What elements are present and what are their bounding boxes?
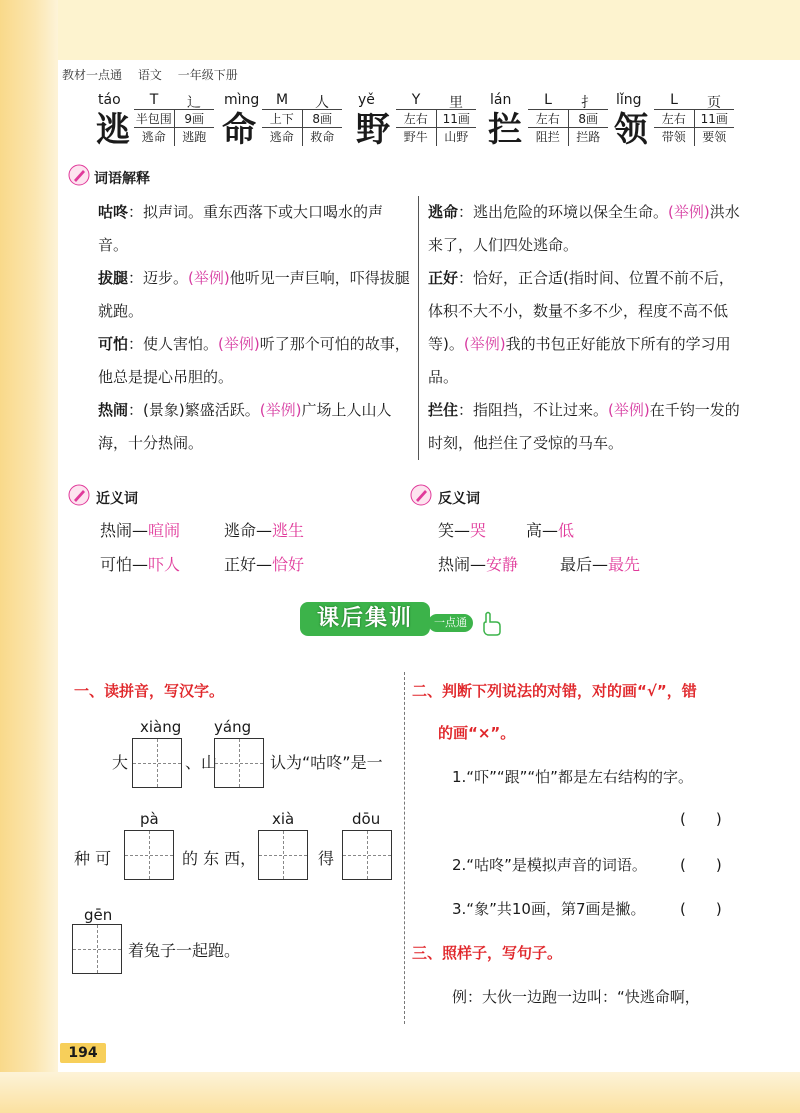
running-head-grade: 一年级下册 <box>177 68 238 82</box>
page-number: 194 <box>60 1043 106 1063</box>
stroke-count: 11画 <box>700 112 728 126</box>
antonym-pair: 最后—最先 <box>560 555 641 574</box>
section-title-antonyms: 反义词 <box>438 491 480 507</box>
stroke-count: 8画 <box>578 112 599 126</box>
antonym-pair: 笑—哭 <box>438 521 487 540</box>
character-info-grid <box>262 92 342 146</box>
answer-paren[interactable]: ( ) <box>680 810 722 828</box>
q1-text: 认为“咕咚”是一 <box>270 753 383 772</box>
ciyu-entry: 拦住：指阻挡，不让过来。(举例)在千钧一发的时刻，他拦住了受惊的马车。 <box>428 401 740 452</box>
character-entry <box>356 92 480 152</box>
q1-title: 一、读拼音，写汉字。 <box>74 682 225 700</box>
q1-text: 着兔子一起跑。 <box>128 941 241 960</box>
character-entry <box>488 92 612 152</box>
pencil-icon <box>68 484 90 506</box>
radical: 扌 <box>581 95 595 111</box>
character-pinyin: lán <box>490 92 512 108</box>
example-word: 逃命 <box>262 128 303 146</box>
radical: 辶 <box>187 95 201 111</box>
q2-item: 3.“象”共10画，第7画是撇。 <box>452 900 646 918</box>
example-word: 野牛 <box>396 128 437 146</box>
stroke-count: 11画 <box>442 112 470 126</box>
structure: 左右 <box>396 110 437 127</box>
character-info-grid <box>654 92 734 146</box>
stroke-count: 8画 <box>312 112 333 126</box>
capital-letter: L <box>670 92 678 108</box>
ciyu-entry: 可怕：使人害怕。(举例)听了那个可怕的故事，他总是提心吊胆的。 <box>98 335 410 386</box>
character-glyph: 命 <box>222 110 256 150</box>
character-pinyin: táo <box>98 92 121 108</box>
capital-letter: Y <box>411 92 421 108</box>
character-pinyin: yě <box>358 92 375 108</box>
example-word: 逃命 <box>134 128 175 146</box>
pinyin-label: xiàng <box>140 718 182 736</box>
q2-item: 2.“咕咚”是模拟声音的词语。 <box>452 856 647 874</box>
structure: 左右 <box>654 110 695 127</box>
character-glyph: 野 <box>356 110 390 150</box>
q2-title-cont: 的画“×”。 <box>438 724 516 742</box>
q3-example: 例：大伙一边跑一边叫：“快逃命啊， <box>452 988 700 1006</box>
exercise-banner <box>300 602 500 642</box>
synonym-pair: 热闹—喧闹 <box>100 521 181 540</box>
page-bottom-band <box>0 1072 800 1113</box>
q1-text: 得 <box>318 849 335 868</box>
radical: 页 <box>707 95 721 111</box>
example-word: 逃跑 <box>182 130 207 144</box>
capital-letter: T <box>149 92 159 108</box>
structure: 半包围 <box>134 110 175 127</box>
example-word: 救命 <box>310 130 335 144</box>
pinyin-label: dōu <box>352 810 381 828</box>
character-entry <box>96 92 220 152</box>
capital-letter: L <box>544 92 552 108</box>
character-info-grid <box>134 92 214 146</box>
character-entry <box>614 92 738 152</box>
structure: 左右 <box>528 110 569 127</box>
writing-grid-box[interactable] <box>132 738 182 788</box>
character-info-grid <box>396 92 476 146</box>
example-word: 山野 <box>444 130 469 144</box>
exercise-divider <box>404 672 405 1024</box>
q1-text: 种 可 <box>74 849 112 868</box>
ciyu-right-column <box>428 196 742 460</box>
character-glyph: 拦 <box>488 110 522 150</box>
ciyu-left-column <box>98 196 412 460</box>
q1-text: 大 <box>112 753 129 772</box>
capital-letter: M <box>275 92 289 108</box>
antonym-pair: 高—低 <box>526 521 575 540</box>
writing-grid-box[interactable] <box>124 830 174 880</box>
column-divider <box>418 196 419 460</box>
answer-paren[interactable]: ( ) <box>680 856 722 874</box>
character-entry <box>222 92 346 152</box>
pencil-icon <box>410 484 432 506</box>
page-left-band <box>0 0 58 1113</box>
pointing-hand-icon <box>480 610 502 636</box>
pencil-icon <box>68 164 90 186</box>
writing-grid-box[interactable] <box>258 830 308 880</box>
writing-grid-box[interactable] <box>214 738 264 788</box>
radical: 里 <box>449 95 463 111</box>
synonym-pair: 可怕—吓人 <box>100 555 181 574</box>
character-glyph: 领 <box>614 110 648 150</box>
running-head-subject: 语文 <box>137 68 162 82</box>
answer-paren[interactable]: ( ) <box>680 900 722 918</box>
q3-title: 三、照样子，写句子。 <box>412 944 563 962</box>
stroke-count: 9画 <box>184 112 205 126</box>
example-word: 要领 <box>702 130 727 144</box>
synonym-pair: 正好—恰好 <box>224 555 305 574</box>
ciyu-entry: 正好：恰好，正合适(指时间、位置不前不后，体积不大不小，数量不多不少，程度不高不低等)。(举例)我的书包正好能放下所有的学习用品。 <box>428 269 734 386</box>
banner-subtitle: 一点通 <box>428 614 473 632</box>
section-title-synonyms: 近义词 <box>96 491 138 507</box>
character-pinyin: mìng <box>224 92 260 108</box>
q1-text: 、山 <box>185 753 218 772</box>
ciyu-entry: 热闹：(景象)繁盛活跃。(举例)广场上人山人海，十分热闹。 <box>98 401 392 452</box>
page-top-band <box>0 0 800 60</box>
example-word: 阻拦 <box>528 128 569 146</box>
pinyin-label: gēn <box>84 906 113 924</box>
antonym-pair: 热闹—安静 <box>438 555 519 574</box>
q2-title: 二、判断下列说法的对错，对的画“√”，错 <box>412 682 697 700</box>
example-word: 带领 <box>654 128 695 146</box>
q2-item: 1.“吓”“跟”“怕”都是左右结构的字。 <box>452 768 693 786</box>
pinyin-label: xià <box>272 810 295 828</box>
banner-title: 课后集训 <box>300 602 430 636</box>
running-head-book: 教材一点通 <box>62 68 123 82</box>
section-title-ciyu: 词语解释 <box>94 171 150 187</box>
example-word: 拦路 <box>576 130 601 144</box>
radical: 人 <box>315 95 329 111</box>
ciyu-entry: 咕咚：拟声词。重东西落下或大口喝水的声音。 <box>98 203 384 254</box>
ciyu-entry: 拔腿：迈步。(举例)他听见一声巨响，吓得拔腿就跑。 <box>98 269 410 320</box>
writing-grid-box[interactable] <box>72 924 122 974</box>
q1-text: 的 东 西， <box>182 849 257 868</box>
ciyu-entry: 逃命：逃出危险的环境以保全生命。(举例)洪水来了，人们四处逃命。 <box>428 203 740 254</box>
structure: 上下 <box>262 110 303 127</box>
synonym-pair: 逃命—逃生 <box>224 521 305 540</box>
pinyin-label: yáng <box>214 718 252 736</box>
character-info-grid <box>528 92 608 146</box>
running-head <box>62 66 250 83</box>
character-pinyin: lǐng <box>616 92 642 108</box>
character-glyph: 逃 <box>96 110 130 150</box>
writing-grid-box[interactable] <box>342 830 392 880</box>
pinyin-label: pà <box>140 810 159 828</box>
